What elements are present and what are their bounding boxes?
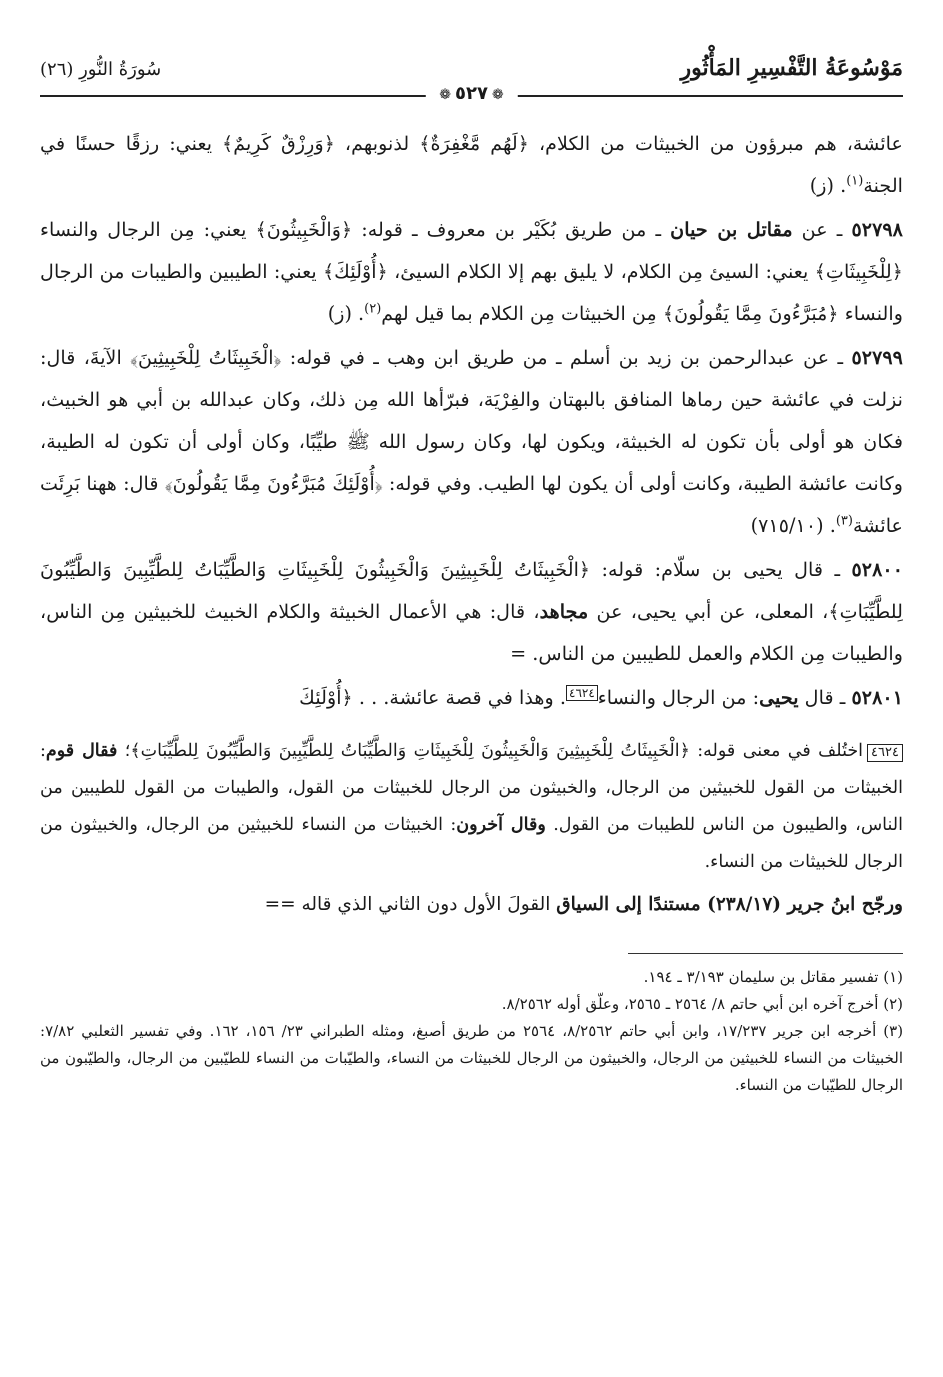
text: ـ عن عبدالرحمن بن زيد بن أسلم ـ من طريق ابن وهب ـ في قوله: — [281, 346, 852, 369]
text: لذنوبهم، — [334, 132, 420, 155]
book-title: مَوْسُوعَةُ التَّفْسِيرِ المَأْثُورِ — [680, 55, 903, 81]
footnote-divider — [628, 953, 903, 954]
commentary-continuation — [40, 885, 903, 925]
quran-quote: ﴿لَهُم مَّغْفِرَةٌ﴾ — [419, 132, 529, 155]
text: ورجّح ابنُ جرير (٢٣٨/١٧) مستندًا إلى السياق — [556, 894, 903, 915]
page-number-value: ٥٢٧ — [455, 83, 488, 104]
narration-52798 — [40, 209, 903, 335]
text: مِن الخبيثات مِن الكلام بما قيل لهم — [381, 302, 663, 325]
text: يعني: رزقًا حسنًا في الجنة — [40, 132, 903, 197]
quran-quote: ﴿وَالْخَبِيثُونَ﴾ — [255, 218, 353, 241]
quran-quote: ﴿لِلْخَبِيثَاتِ﴾ — [814, 260, 904, 283]
narration-52799 — [40, 337, 903, 547]
commentary-note — [40, 733, 903, 881]
paragraph — [40, 123, 903, 207]
narration-number: ٥٢٨٠٠ — [851, 558, 903, 581]
text: ، المعلى، عن أبي يحيى، عن — [588, 600, 829, 623]
note-number-box: ٤٦٢٤ — [867, 744, 903, 762]
text: ؛ — [117, 741, 131, 761]
narrator-name: يحيى — [759, 686, 799, 709]
text: ـ من طريق بُكَيْر بن معروف ـ قوله: — [352, 218, 671, 241]
quran-quote: ﴿أُوْلَئِكَ﴾ — [322, 260, 388, 283]
text: اختُلف في معنى قوله: — [689, 741, 864, 761]
quran-quote: ﴿أُوْلَئِكَ — [299, 686, 353, 709]
page — [40, 55, 903, 1099]
text: ـ عن — [792, 218, 852, 241]
narration-number: ٥٢٧٩٨ — [851, 218, 903, 241]
quran-quote: ﴿وَرِزْقٌ كَرِيمٌ﴾ — [222, 132, 335, 155]
main-text — [40, 123, 903, 719]
narration-number: ٥٢٧٩٩ — [851, 346, 903, 369]
text: : من الرجال والنساء — [597, 686, 760, 709]
footnotes — [40, 964, 903, 1099]
ornament-icon: ❁ — [439, 87, 452, 103]
text: . (ز) — [327, 302, 365, 325]
text: : الخبيثات من النساء للخبيثين من الرجال، والخبيثون من الرجال للخبيثات من النساء. — [40, 815, 903, 872]
page-number — [425, 83, 517, 104]
footnote-ref[interactable]: (٣) — [835, 513, 853, 529]
text: القولَ الأول دون الثاني الذي قاله == — [264, 894, 557, 915]
quran-quote: ﴿مُبَرَّءُونَ مِمَّا يَقُولُونَ﴾ — [662, 302, 839, 325]
narration-number: ٥٢٨٠١ — [851, 686, 903, 709]
text: ـ قال — [798, 686, 852, 709]
quran-quote: ﴿الْخَبِيثَاتُ لِلْخَبِيثِينَ وَالْخَبِيثُونَ لِلْخَبِيثَاتِ وَالطَّيِّبَاتُ لِلطَّيِّبِينَ وَالطَّيِّبُونَ لِلطَّيِّبَاتِ﴾ — [40, 558, 903, 623]
text: يعني: الطيبين والطيبات من الرجال والنساء — [40, 260, 903, 325]
quran-quote: ﴿الْخَبِيثَاتُ لِلْخَبِيثِينَ وَالْخَبِيثُونَ لِلْخَبِيثَاتِ وَالطَّيِّبَاتُ لِلطَّيِّبِينَ وَالطَّيِّبُونَ لِلطَّيِّبَاتِ﴾ — [130, 741, 690, 761]
quran-quote: ﴿الْخَبِيثَاتُ لِلْخَبِيثِينَ﴾ — [130, 346, 282, 369]
opinion-label: فقال قوم — [45, 741, 118, 761]
text: عائشة، هم مبرؤون من الخبيثات من الكلام، — [528, 132, 903, 155]
text: قال: ههنا بَرِئَت عائشة — [40, 472, 903, 537]
text: ـ قال يحيى بن سلّام: قوله: — [590, 558, 852, 581]
text: يعني: مِن الرجال والنساء — [40, 218, 256, 241]
text: . (ز) — [809, 174, 847, 197]
footnote-2: (٢) أخرج آخره ابن أبي حاتم ٨/ ٢٥٦٤ ـ ٢٥٦٥، وعلّق أوله ٨/٢٥٦٢. — [501, 995, 903, 1013]
page-header — [40, 55, 903, 104]
footnote-ref[interactable]: (٢) — [364, 301, 382, 317]
text: . وهذا في قصة عائشة. . . — [352, 686, 566, 709]
text: يعني: السيئ مِن الكلام، لا يليق بهم إلا الكلام السيئ، — [387, 260, 815, 283]
note-ref-box[interactable]: ٤٦٢٤ — [566, 685, 598, 701]
quran-quote: ﴿أُوْلَئِكَ مُبَرَّءُونَ مِمَّا يَقُولُونَ﴾ — [164, 472, 383, 495]
narrator-name: مجاهد — [539, 600, 589, 623]
footnote-1: (١) تفسير مقاتل بن سليمان ٣/١٩٣ ـ ١٩٤. — [643, 968, 903, 986]
narration-52801 — [40, 677, 903, 719]
opinion-label: وقال آخرون — [456, 815, 546, 835]
text: الآيةَ، قال: نزلت في عائشة حين رماها المنافق بالبهتان والفِرْيَة، فبرّأها الله مِن ذلك، وكان عبدالله بن أبي هو الخبيث، فكان هو أولى بأن تكون له الخبيثة، ويكون لها، وكان رسول الله ﷺ طيِّبًا، وكان أولى أن تكون له الطيبة، وكانت عائشة الطيبة، وكانت أولى أن يكون لها الطيب. وفي قوله: — [40, 346, 903, 495]
text: ، قال: هي الأعمال الخبيثة والكلام الخبيث للخبيثين مِن الناس، والطيبات مِن الكلام والعمل للطيبين من الناس. = — [40, 600, 903, 665]
footnote-3: (٣) أخرجه ابن جرير ١٧/٢٣٧، وابن أبي حاتم ٨/٢٥٦٢، ٢٥٦٤ من طريق أصبغ، ومثله الطبراني ٢٣/ ١٥٦، ١٦٢. وفي تفسير الثعلبي ٧/٨٢: الخبيثات من النساء للخبيثين من الرجال، والخبيثون من الرجال للخبيثات من النساء، والطيّبات من النساء للطيّبين من الرجال، والطيّبون من الرجال للطيّبات من النساء. — [40, 1022, 904, 1094]
narrator-name: مقاتل بن حيان — [670, 218, 793, 241]
text: : الخبيثات من القول للخبيثين من الرجال، والخبيثون من الرجال للخبيثات من القول، والطيبات من القول للطيبين من الناس، والطيبون من الناس للطيبات من القول. — [40, 741, 903, 835]
surah-label: سُورَةُ النُّورِ (٢٦) — [40, 59, 162, 80]
text: . (٧١٥/١٠) — [750, 514, 836, 537]
ornament-icon: ❁ — [491, 87, 504, 103]
narration-52800 — [40, 549, 903, 675]
footnote-ref[interactable]: (١) — [846, 173, 864, 189]
